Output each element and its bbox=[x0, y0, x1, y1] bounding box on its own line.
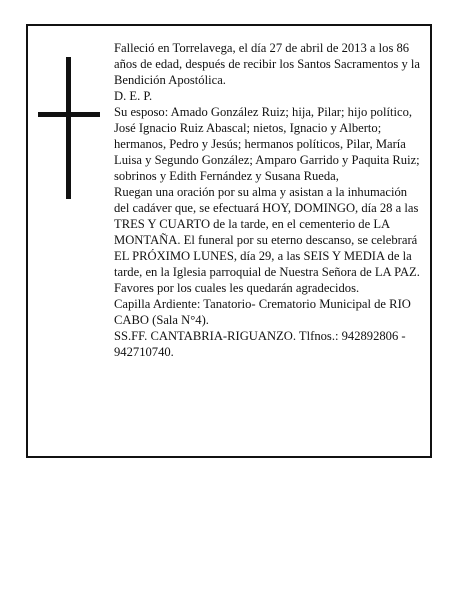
death-announcement: Falleció en Torrelavega, el día 27 de abril de 2013 a los 86 años de edad, después de recibir los Santos Sacramentos y la Bendición Apostólica. bbox=[114, 41, 421, 87]
chapel-line: Capilla Ardiente: Tanatorio- Crematorio Municipal de RIO CABO (Sala N°4). bbox=[114, 297, 411, 327]
cross-vertical-bar bbox=[66, 57, 71, 199]
dep-line: D. E. P. bbox=[114, 89, 153, 103]
service-details: Ruegan una oración por su alma y asistan a la inhumación del cadáver que, se efectuará HOY, DOMINGO, día 28 a las TRES Y CUARTO de la tarde, en el cementerio de LA MONTAÑA. El funeral por su eterno descanso, se celebrará EL PRÓXIMO LUNES, día 29, a las SEIS Y MEDIA de la tarde, en la Iglesia parroquial de Nuestra Señora de LA PAZ. bbox=[114, 185, 420, 279]
obituary-notice bbox=[26, 24, 432, 458]
thanks-line: Favores por los cuales les quedarán agradecidos. bbox=[114, 281, 360, 295]
cross-icon bbox=[38, 57, 100, 199]
family-list: Su esposo: Amado González Ruiz; hija, Pilar; hijo político, José Ignacio Ruiz Abascal; nietos, Ignacio y Alberto; hermanos, Pedro y Jesús; hermanos políticos, Pilar, María Luisa y Segundo González; Amparo Garrido y Paquita Ruiz; sobrinos y Edith Fernández y Susana Rueda, bbox=[114, 105, 420, 183]
cross-horizontal-bar bbox=[38, 112, 100, 117]
funeral-home-contact: SS.FF. CANTABRIA-RIGUANZO. Tlfnos.: 942892806 - 942710740. bbox=[114, 329, 406, 359]
notice-text bbox=[114, 40, 424, 360]
